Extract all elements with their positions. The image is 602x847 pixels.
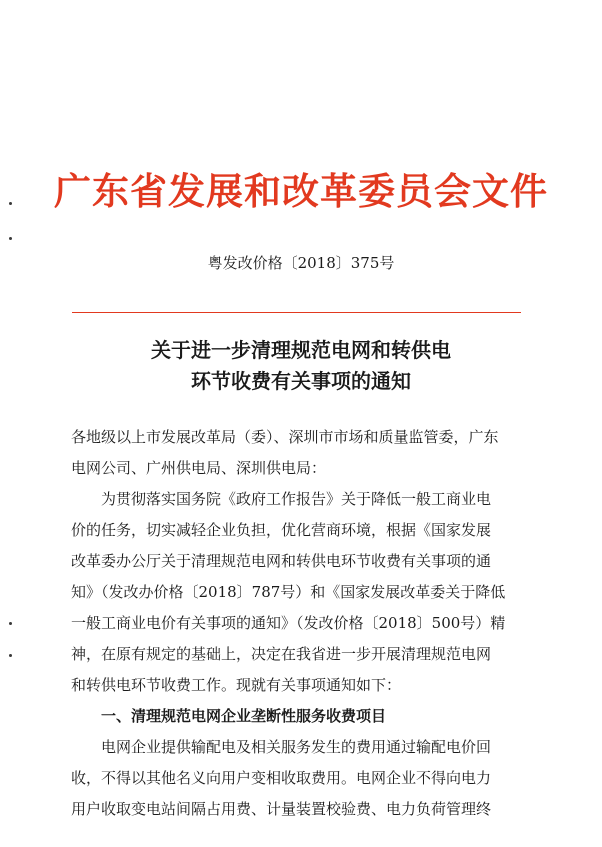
body-line-5: 改革委办公厅关于清理规范电网和转供电环节收费有关事项的通 xyxy=(71,552,492,570)
red-separator-line xyxy=(72,312,521,313)
addressee-line-2: 电网公司、广州供电局、深圳供电局： xyxy=(71,459,327,477)
notice-title-line-2: 环节收费有关事项的通知 xyxy=(191,369,411,393)
notice-title xyxy=(0,335,602,397)
body-line-12: 收，不得以其他名义向用户变相收取费用。电网企业不得向电力 xyxy=(71,769,492,787)
body-line-3: 为贯彻落实国务院《政府工作报告》关于降低一般工商业电 xyxy=(71,490,492,508)
body-line-8: 神，在原有规定的基础上，决定在我省进一步开展清理规范电网 xyxy=(71,645,492,663)
scan-speck xyxy=(9,202,12,205)
scan-speck xyxy=(9,622,12,625)
scan-speck xyxy=(9,654,12,657)
scan-speck xyxy=(9,237,12,240)
section-heading-1: 一、清理规范电网企业垄断性服务收费项目 xyxy=(71,707,387,725)
body-line-13: 用户收取变电站间隔占用费、计量装置校验费、电力负荷管理终 xyxy=(71,800,492,818)
document-body xyxy=(71,422,537,825)
body-line-11: 电网企业提供输配电及相关服务发生的费用通过输配电价回 xyxy=(71,738,492,756)
body-line-6: 知》（发改办价格〔2018〕787号）和《国家发展改革委关于降低 xyxy=(71,583,506,601)
body-line-4: 价的任务，切实减轻企业负担，优化营商环境，根据《国家发展 xyxy=(71,521,492,539)
document-number: 粤发改价格〔2018〕375号 xyxy=(207,254,395,272)
body-line-9: 和转供电环节收费工作。现就有关事项通知如下： xyxy=(71,676,402,694)
addressee-line-1: 各地级以上市发展改革局（委）、深圳市市场和质量监管委，广东 xyxy=(71,428,499,446)
notice-title-line-1: 关于进一步清理规范电网和转供电 xyxy=(151,338,451,362)
body-line-7: 一般工商业电价有关事项的通知》（发改价格〔2018〕500号）精 xyxy=(71,614,506,632)
document-header-title: 广东省发展和改革委员会文件 xyxy=(54,169,548,213)
